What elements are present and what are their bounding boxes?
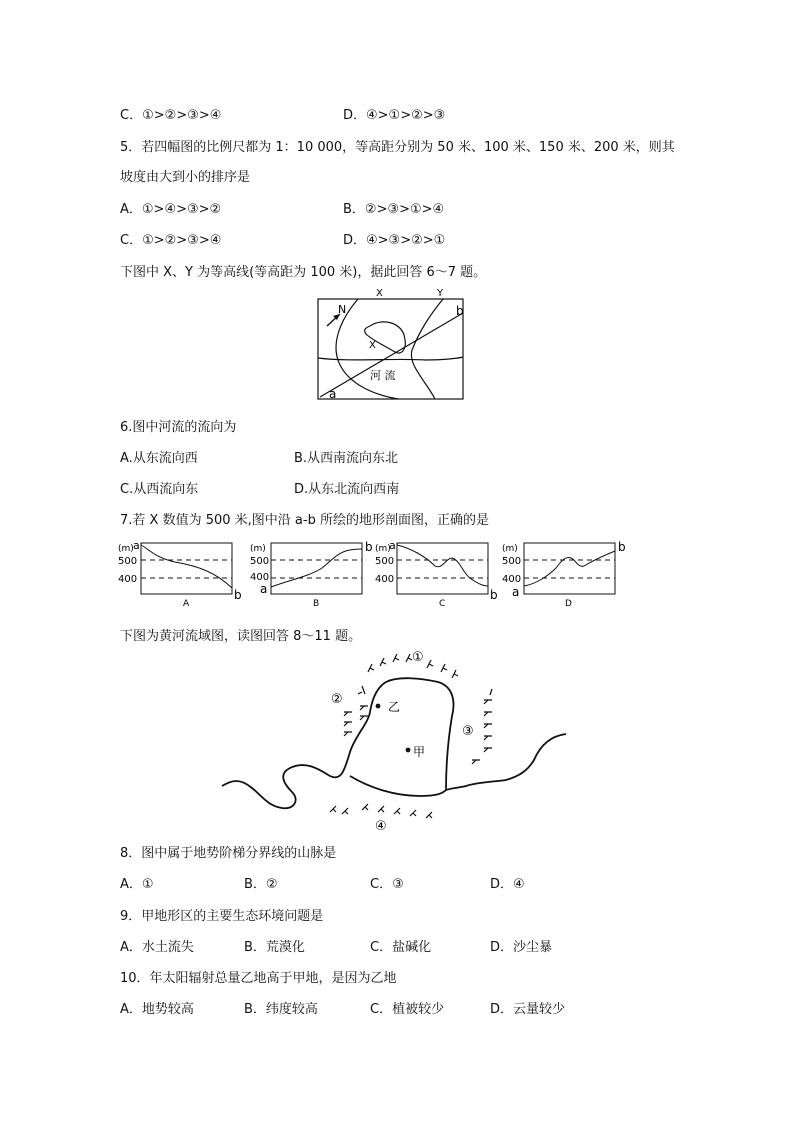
q10-option-c: C．植被较少 <box>370 1002 445 1017</box>
profile-a-400: 400 <box>118 574 138 585</box>
map-marker-2: ② <box>331 692 343 707</box>
intro-q6-7: 下图中 X、Y 为等高线(等高距为 100 米)，据此回答 6～7 题。 <box>120 265 487 280</box>
mountain-range-3 <box>472 689 492 764</box>
q8-stem: 8．图中属于地势阶梯分界线的山脉是 <box>120 846 337 861</box>
q5-stem-line1: 5．若四幅图的比例尺都为 1：10 000，等高距分别为 50 米、100 米、150 米、200 米，则其 <box>120 140 675 155</box>
q5-option-c: C．①>②>③>④ <box>120 233 222 248</box>
location-jia-dot <box>406 748 411 753</box>
q9-option-d: D．沙尘暴 <box>490 940 553 955</box>
q10-stem: 10．年太阳辐射总量乙地高于甲地，是因为乙地 <box>120 971 397 986</box>
profile-d-caption: D <box>565 599 572 609</box>
q7-stem: 7.若 X 数值为 500 米,图中沿 a-b 所绘的地形剖面图，正确的是 <box>120 513 489 528</box>
profile-b-end: b <box>365 540 373 554</box>
map-label-x-inner: X <box>369 340 376 351</box>
profile-d-400: 400 <box>502 574 522 585</box>
profile-b-unit: (m) <box>250 544 266 554</box>
profile-b-caption: B <box>313 599 320 609</box>
profile-c-end: b <box>490 588 498 602</box>
q10-option-d: D．云量较少 <box>490 1002 566 1017</box>
yellow-river-lower <box>350 776 446 796</box>
q8-option-d: D．④ <box>490 877 525 892</box>
mountain-range-2 <box>344 686 368 736</box>
profile-c-caption: C <box>439 599 446 609</box>
q6-option-a: A.从东流向西 <box>120 451 198 466</box>
q9-option-c: C．盐碱化 <box>370 940 432 955</box>
q4-option-c: C．①>②>③>④ <box>120 108 222 123</box>
intro-q8-11: 下图为黄河流域图，读图回答 8～11 题。 <box>120 629 362 644</box>
north-label: N <box>338 303 347 316</box>
map-label-y-top: Y <box>437 288 444 299</box>
profile-d-unit: (m) <box>502 544 518 554</box>
q10-option-a: A．地势较高 <box>120 1002 194 1017</box>
q6-option-d: D.从东北流向西南 <box>294 482 400 497</box>
profile-d-end: b <box>618 540 626 554</box>
map-label-yi: 乙 <box>388 700 401 714</box>
map-label-river: 河 流 <box>370 369 396 382</box>
map-label-a: a <box>329 387 337 401</box>
profile-d-500: 500 <box>502 556 522 567</box>
profile-c-400: 400 <box>375 574 395 585</box>
profile-b-500: 500 <box>250 556 270 567</box>
q5-option-b: B．②>③>①>④ <box>343 202 445 217</box>
profile-c-unit: (m) <box>375 544 391 554</box>
map-marker-4: ④ <box>375 819 387 834</box>
map-marker-3: ③ <box>462 724 474 739</box>
profile-b-400: 400 <box>250 572 270 583</box>
map-marker-1: ① <box>412 650 424 665</box>
q8-option-b: B．② <box>244 877 278 892</box>
profile-a-end: b <box>234 588 242 602</box>
q6-option-b: B.从西南流向东北 <box>294 451 399 466</box>
q6-option-c: C.从西流向东 <box>120 482 199 497</box>
q8-option-c: C．③ <box>370 877 404 892</box>
q9-option-b: B．荒漠化 <box>244 940 305 955</box>
profile-b-start: a <box>260 582 268 596</box>
q9-stem: 9．甲地形区的主要生态环境问题是 <box>120 909 324 924</box>
q4-option-d: D．④>①>②>③ <box>343 108 446 123</box>
location-yi-dot <box>376 704 381 709</box>
profile-c-start: a <box>389 539 396 552</box>
q9-option-a: A．水土流失 <box>120 940 194 955</box>
q5-option-d: D．④>③>②>① <box>343 233 446 248</box>
profile-a-start: a <box>133 539 140 552</box>
profile-c-500: 500 <box>375 556 395 567</box>
profile-d-start: a <box>512 585 520 599</box>
map-label-x-top: X <box>376 288 383 299</box>
q8-option-a: A．① <box>120 877 154 892</box>
profile-a-unit: (m) <box>118 544 134 554</box>
map-label-jia: 甲 <box>413 745 426 759</box>
profile-a-500: 500 <box>118 556 138 567</box>
yellow-river-course <box>222 678 566 808</box>
map-label-b: b <box>456 304 464 318</box>
q5-option-a: A．①>④>③>② <box>120 202 222 217</box>
mountain-range-4 <box>330 804 432 818</box>
profile-a-caption: A <box>183 599 190 609</box>
q10-option-b: B．纬度较高 <box>244 1002 318 1017</box>
q6-stem: 6.图中河流的流向为 <box>120 420 237 435</box>
q5-stem-line2: 坡度由大到小的排序是 <box>120 170 251 185</box>
